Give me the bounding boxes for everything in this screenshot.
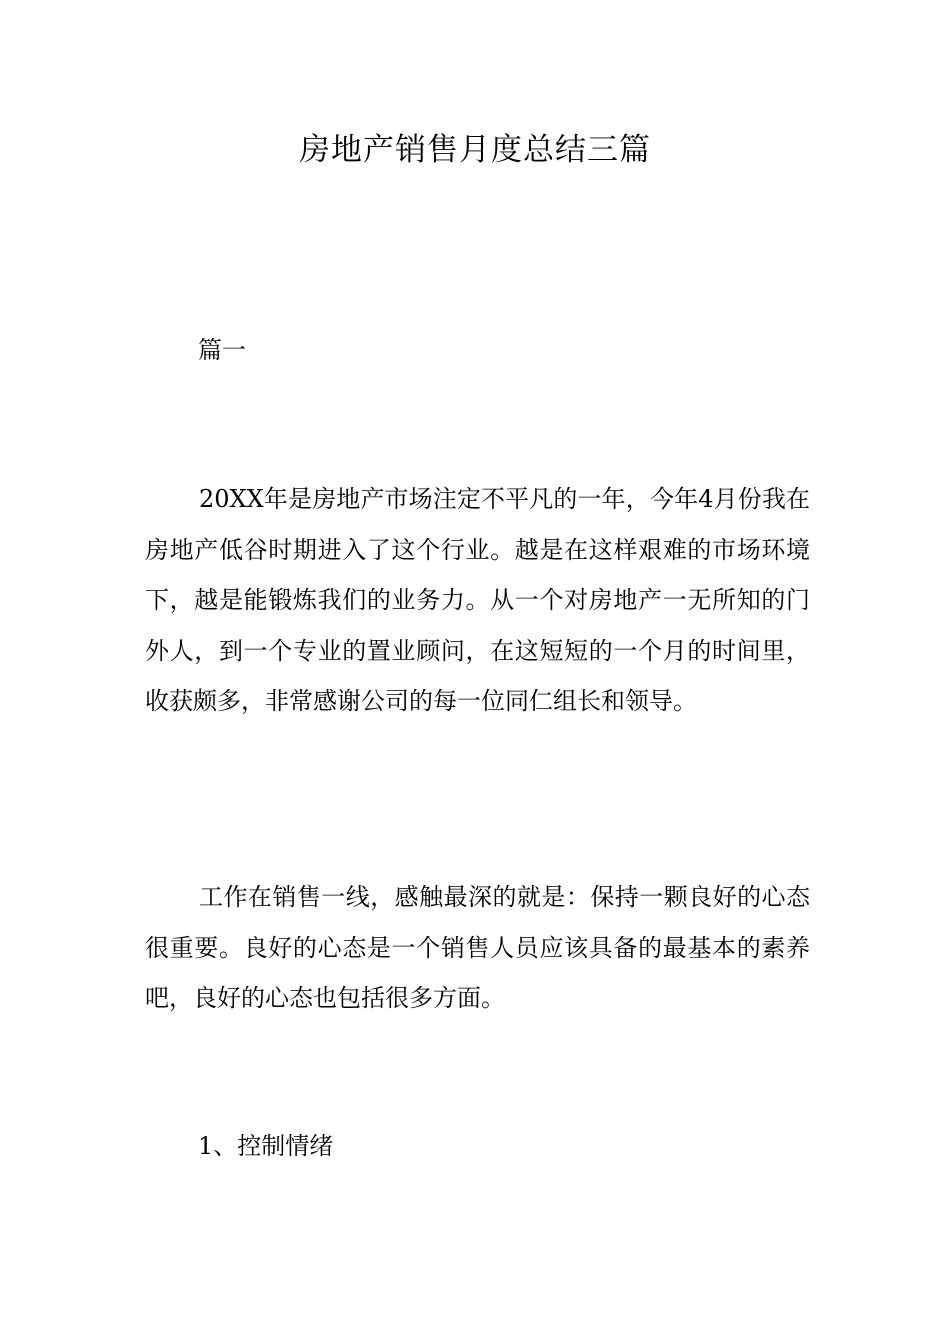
list-heading: 1、控制情绪 xyxy=(198,1132,334,1160)
section-heading: 篇一 xyxy=(198,336,246,364)
body-paragraph-2: 工作在销售一线，感触最深的就是：保持一颗良好的心态很重要。良好的心态是一个销售人员应该具备的最基本的素养吧，良好的心态也包括很多方面。 xyxy=(145,883,810,1012)
body-paragraph-1: 20XX年是房地产市场注定不平凡的一年，今年4月份我在房地产低谷时期进入了这个行业。越是在这样艰难的市场环境下，越是能锻炼我们的业务力。从一个对房地产一无所知的门外人，到一个专业的置业顾问，在这短短的一个月的时间里，收获颇多，非常感谢公司的每一位同仁组长和领导。 xyxy=(145,485,810,715)
document-title: 房地产销售月度总结三篇 xyxy=(299,132,651,168)
